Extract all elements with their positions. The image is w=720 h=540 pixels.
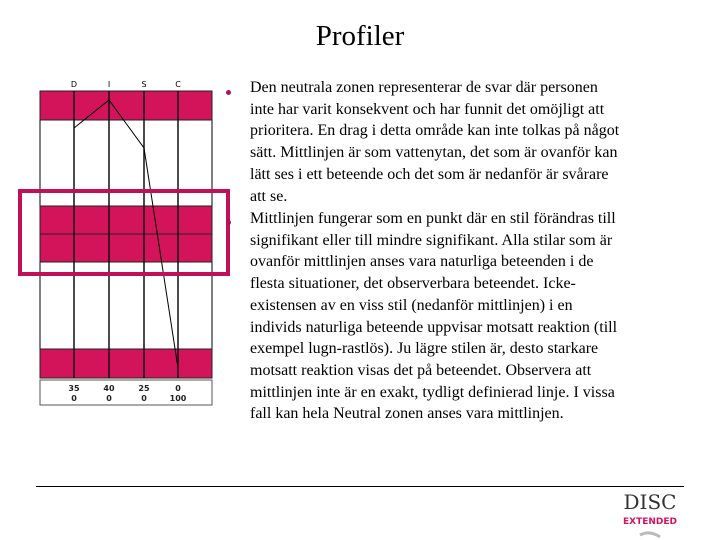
text-line: signifikant eller till mindre signifikant. Alla stilar som är [250, 231, 613, 249]
score-i-2: 0 [106, 394, 112, 403]
text-line: Den neutrala zonen representerar de svar där personen [250, 79, 598, 96]
text-line: lätt ses i ett beteende och det som är nedanför är svårare [250, 165, 609, 183]
logo-wordmark: DISC [623, 490, 677, 514]
column-label-i: I [107, 80, 111, 89]
bullet-2-marker [226, 220, 231, 225]
text-line: mittlinjen inte är en exakt, tydligt definierad linje. I vissa [250, 383, 615, 401]
text-line: ovanför mittlinjen anses vara naturliga beteenden i de [250, 253, 594, 271]
logo-subtext: EXTENDED [623, 517, 677, 527]
slide-title: Profiler [315, 20, 405, 52]
text-line: inte har varit konsekvent och har funnit det omöjligt att [250, 100, 605, 118]
column-labels [71, 80, 181, 89]
column-label-c: C [175, 80, 181, 89]
text-line: motsatt reaktion visas det på beteendet. Observera att [250, 361, 592, 379]
text-line: prioritera. En drag i detta område kan inte tolkas på något [250, 122, 620, 140]
score-c-1: 0 [175, 384, 181, 393]
text-line: fall kan hela Neutral zonen anses vara mittlinjen. [250, 405, 564, 423]
bullet-1-marker [226, 90, 231, 95]
bullet-2-text [250, 208, 617, 425]
text-line: Mittlinjen fungerar som en punkt där en stil förändras till [250, 210, 616, 227]
band-bottom [40, 349, 212, 378]
disc-profile-chart [0, 0, 250, 420]
band-middle-lower [40, 234, 212, 262]
bullet-1-text [250, 77, 619, 207]
footer-divider [36, 486, 684, 487]
column-label-s: S [141, 80, 147, 89]
text-line: existensen av en viss stil (nedanför mittlinjen) i en [250, 296, 573, 314]
score-i-1: 40 [103, 384, 115, 393]
text-line: sätt. Mittlinjen är som vattenytan, det som är ovanför kan [250, 144, 618, 162]
band-middle-upper [40, 206, 212, 234]
text-line: att se. [250, 187, 288, 205]
disc-extended-logo [612, 489, 688, 539]
column-label-d: D [70, 80, 78, 89]
text-line: exempel lugn-rastlös). Ju lägre stilen är, desto starkare [250, 340, 599, 358]
score-s-1: 25 [138, 384, 150, 393]
score-d-2: 0 [71, 394, 77, 403]
score-s-2: 0 [141, 394, 147, 403]
score-c-2: 100 [169, 394, 187, 403]
band-top [40, 91, 212, 120]
text-line: flesta situationer, det observerbara beteendet. Icke- [250, 275, 576, 293]
text-line: individs naturliga beteende uppvisar motsatt reaktion (till [250, 318, 618, 336]
score-d-1: 35 [68, 384, 80, 393]
